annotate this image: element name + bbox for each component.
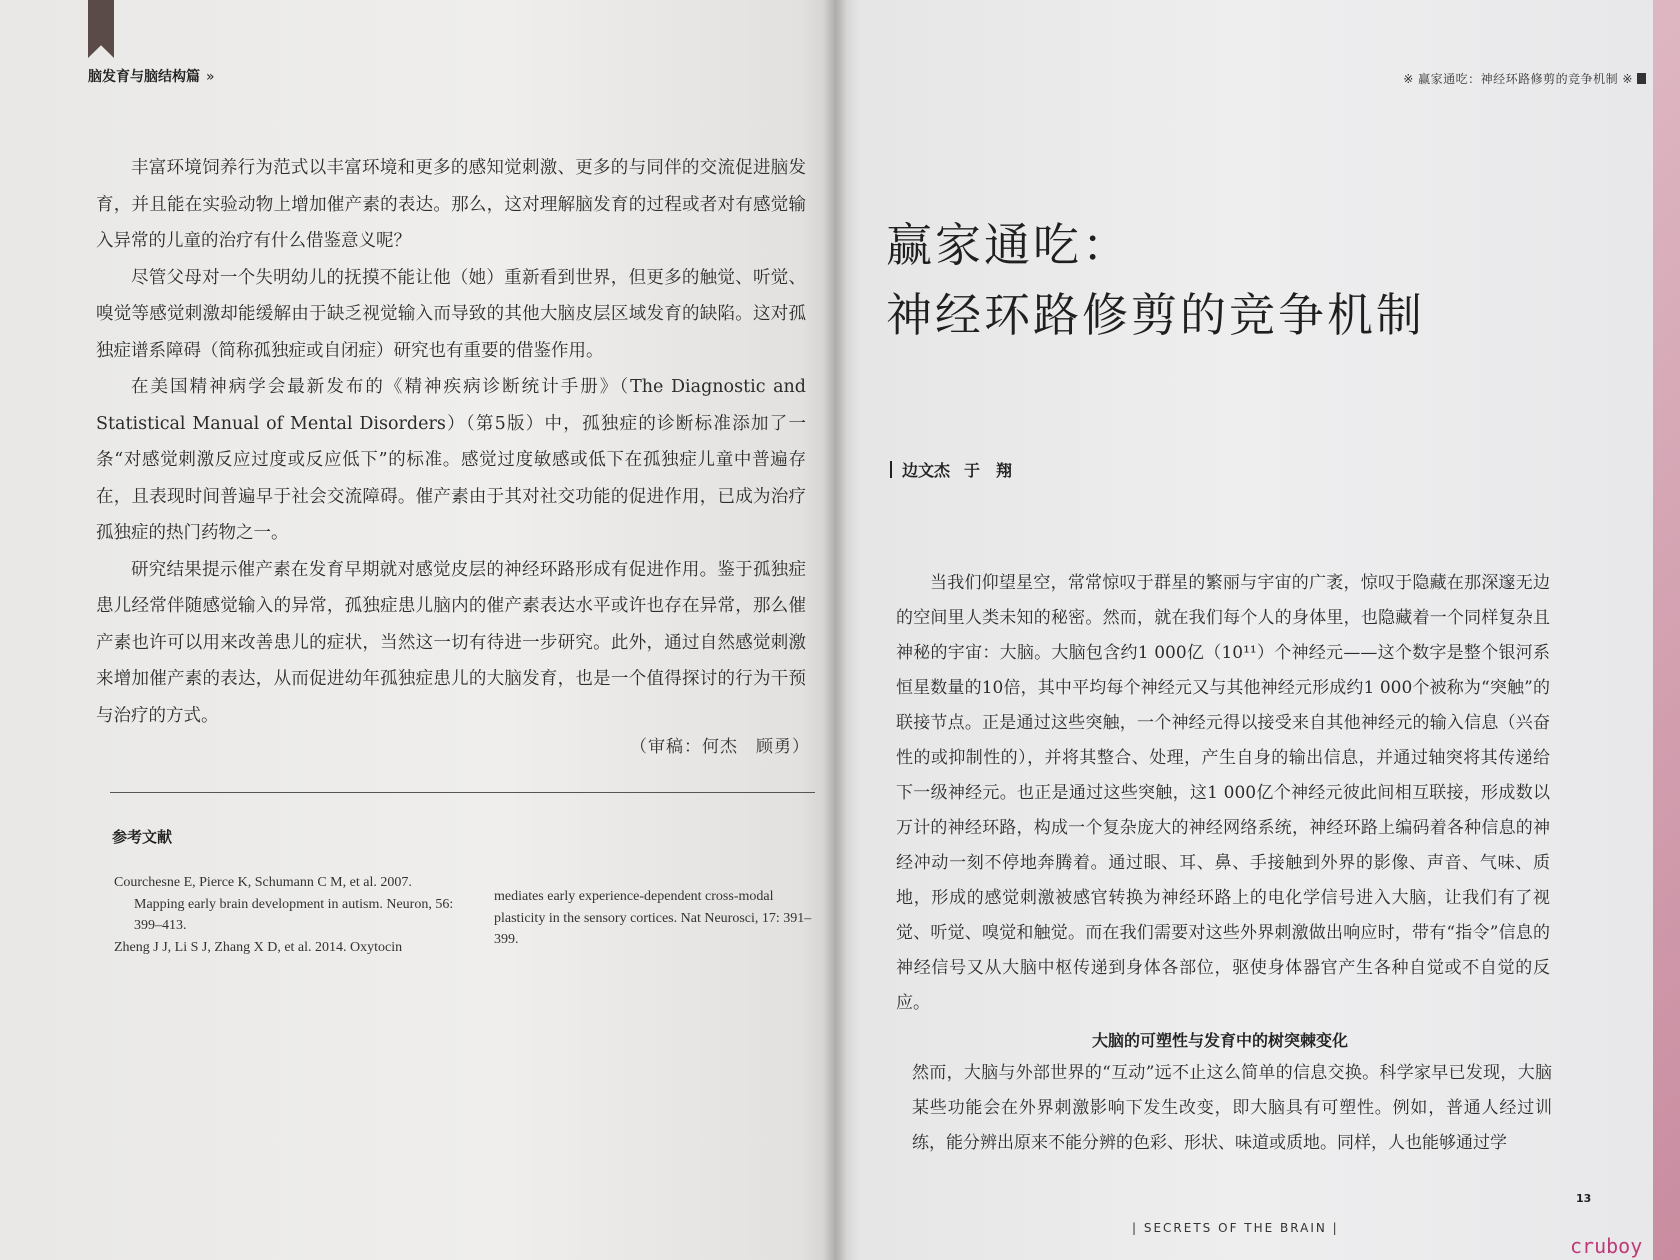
right-body-text-2 [912, 1056, 1552, 1161]
references-heading: 参考文献 [112, 828, 173, 846]
page-footer: | SECRETS OF THE BRAIN | [1132, 1221, 1339, 1235]
author-1: 边文杰 [902, 461, 951, 480]
reviewer-credit: （审稿：何杰 顾勇） [630, 737, 810, 757]
section-heading: 大脑的可塑性与发育中的树突棘变化 [1092, 1031, 1349, 1050]
right-running-head-text: ※ 赢家通吃：神经环路修剪的竞争机制 ※ [1403, 72, 1633, 86]
left-paragraph-4: 研究结果提示催产素在发育早期就对感觉皮层的神经环路形成有促进作用。鉴于孤独症患儿经常伴随感觉输入的异常，孤独症患儿脑内的催产素表达水平或许也存在异常，那么催产素也许可以用来改善患儿的症状，当然这一切有待进一步研究。此外，通过自然感觉刺激来增加催产素的表达，从而促进幼年孤独症患儿的大脑发育，也是一个值得探讨的行为干预与治疗的方式。 [96, 559, 806, 726]
left-running-head-text: 脑发育与脑结构篇 [88, 69, 200, 85]
right-running-head [1403, 70, 1646, 87]
reference-item: Zheng J J, Li S J, Zhang X D, et al. 2014. Oxytocin [114, 939, 403, 955]
references-column-2 [494, 872, 819, 965]
author-2: 于 翔 [964, 461, 1013, 480]
right-body-text [896, 566, 1550, 1021]
authors [890, 458, 1012, 481]
references-divider [110, 792, 815, 793]
right-paragraph-2: 然而，大脑与外部世界的“互动”远不止这么简单的信息交换。科学家早已发现，大脑某些功能会在外界刺激影响下发生改变，即大脑具有可塑性。例如，普通人经过训练，能分辨出原来不能分辨的色彩、形状、味道或质地。同样，人也能够通过学 [912, 1063, 1552, 1153]
bookmark-ribbon-icon [88, 0, 114, 58]
author-bar-icon [890, 461, 892, 478]
article-title [886, 210, 1425, 350]
left-paragraph-3: 在美国精神病学会最新发布的《精神疾病诊断统计手册》（The Diagnostic and Statistical Manual of Mental Disorders）（第5版）中，孤独症的诊断标准添加了一条“对感觉刺激反应过度或反应低下”的标准。感觉过度敏感或低下在孤独症儿童中普遍存在，且表现时间普遍早于社会交流障碍。催产素由于其对社交功能的促进作用，已成为治疗孤独症的热门药物之一。 [96, 377, 806, 543]
running-head-arrows: » [206, 69, 215, 85]
references-column-1 [114, 872, 454, 958]
left-body-text [96, 150, 806, 734]
page-number: 13 [1576, 1192, 1592, 1205]
square-marker-icon [1637, 73, 1646, 84]
watermark: cruboy [1570, 1234, 1643, 1258]
title-line-1: 赢家通吃： [886, 218, 1131, 272]
reference-continuation: mediates early experience-dependent cross-modal plasticity in the sensory cortices. Nat Neurosci, 17: 391–399. [494, 889, 812, 947]
left-paragraph-2: 尽管父母对一个失明幼儿的抚摸不能让他（她）重新看到世界，但更多的触觉、听觉、嗅觉等感觉刺激却能缓解由于缺乏视觉输入而导致的其他大脑皮层区域发育的缺陷。这对孤独症谱系障碍（简称孤独症或自闭症）研究也有重要的借鉴作用。 [96, 267, 806, 361]
book-gutter [823, 0, 847, 1260]
right-paragraph-1: 当我们仰望星空，常常惊叹于群星的繁丽与宇宙的广袤，惊叹于隐藏在那深邃无边的空间里人类未知的秘密。然而，就在我们每个人的身体里，也隐藏着一个同样复杂且神秘的宇宙：大脑。大脑包含约1 000亿（10¹¹）个神经元——这个数字是整个银河系恒星数量的10倍，其中平均每个神经元又与其他神经元形成约1 000个被称为“突触”的联接节点。正是通过这些突触，一个神经元得以接受来自其他神经元的输入信息（兴奋性的或抑制性的），并将其整合、处理，产生自身的输出信息，并通过轴突将其传递给下一级神经元。也正是通过这些突触，这1 000亿个神经元彼此间相互联接，形成数以万计的神经环路，构成一个复杂庞大的神经网络系统，神经环路上编码着各种信息的神经冲动一刻不停地奔腾着。通过眼、耳、鼻、手接触到外界的影像、声音、气味、质地，形成的感觉刺激被感官转换为神经环路上的电化学信号进入大脑，让我们有了视觉、听觉、嗅觉和触觉。而在我们需要对这些外界刺激做出响应时，带有“指令”信息的神经信号又从大脑中枢传递到身体各部位，驱使身体器官产生各种自觉或不自觉的反应。 [896, 573, 1550, 1013]
left-paragraph-1: 丰富环境饲养行为范式以丰富环境和更多的感知觉刺激、更多的与同伴的交流促进脑发育，并且能在实验动物上增加催产素的表达。那么，这对理解脑发育的过程或者对有感觉输入异常的儿童的治疗有什么借鉴意义呢？ [96, 158, 806, 251]
title-line-2: 神经环路修剪的竞争机制 [886, 288, 1425, 342]
left-running-head [88, 66, 215, 86]
left-page [0, 0, 835, 1260]
reference-item: Courchesne E, Pierce K, Schumann C M, et al. 2007. Mapping early brain development in autism. Neuron, 56: 399–413. [114, 875, 454, 933]
